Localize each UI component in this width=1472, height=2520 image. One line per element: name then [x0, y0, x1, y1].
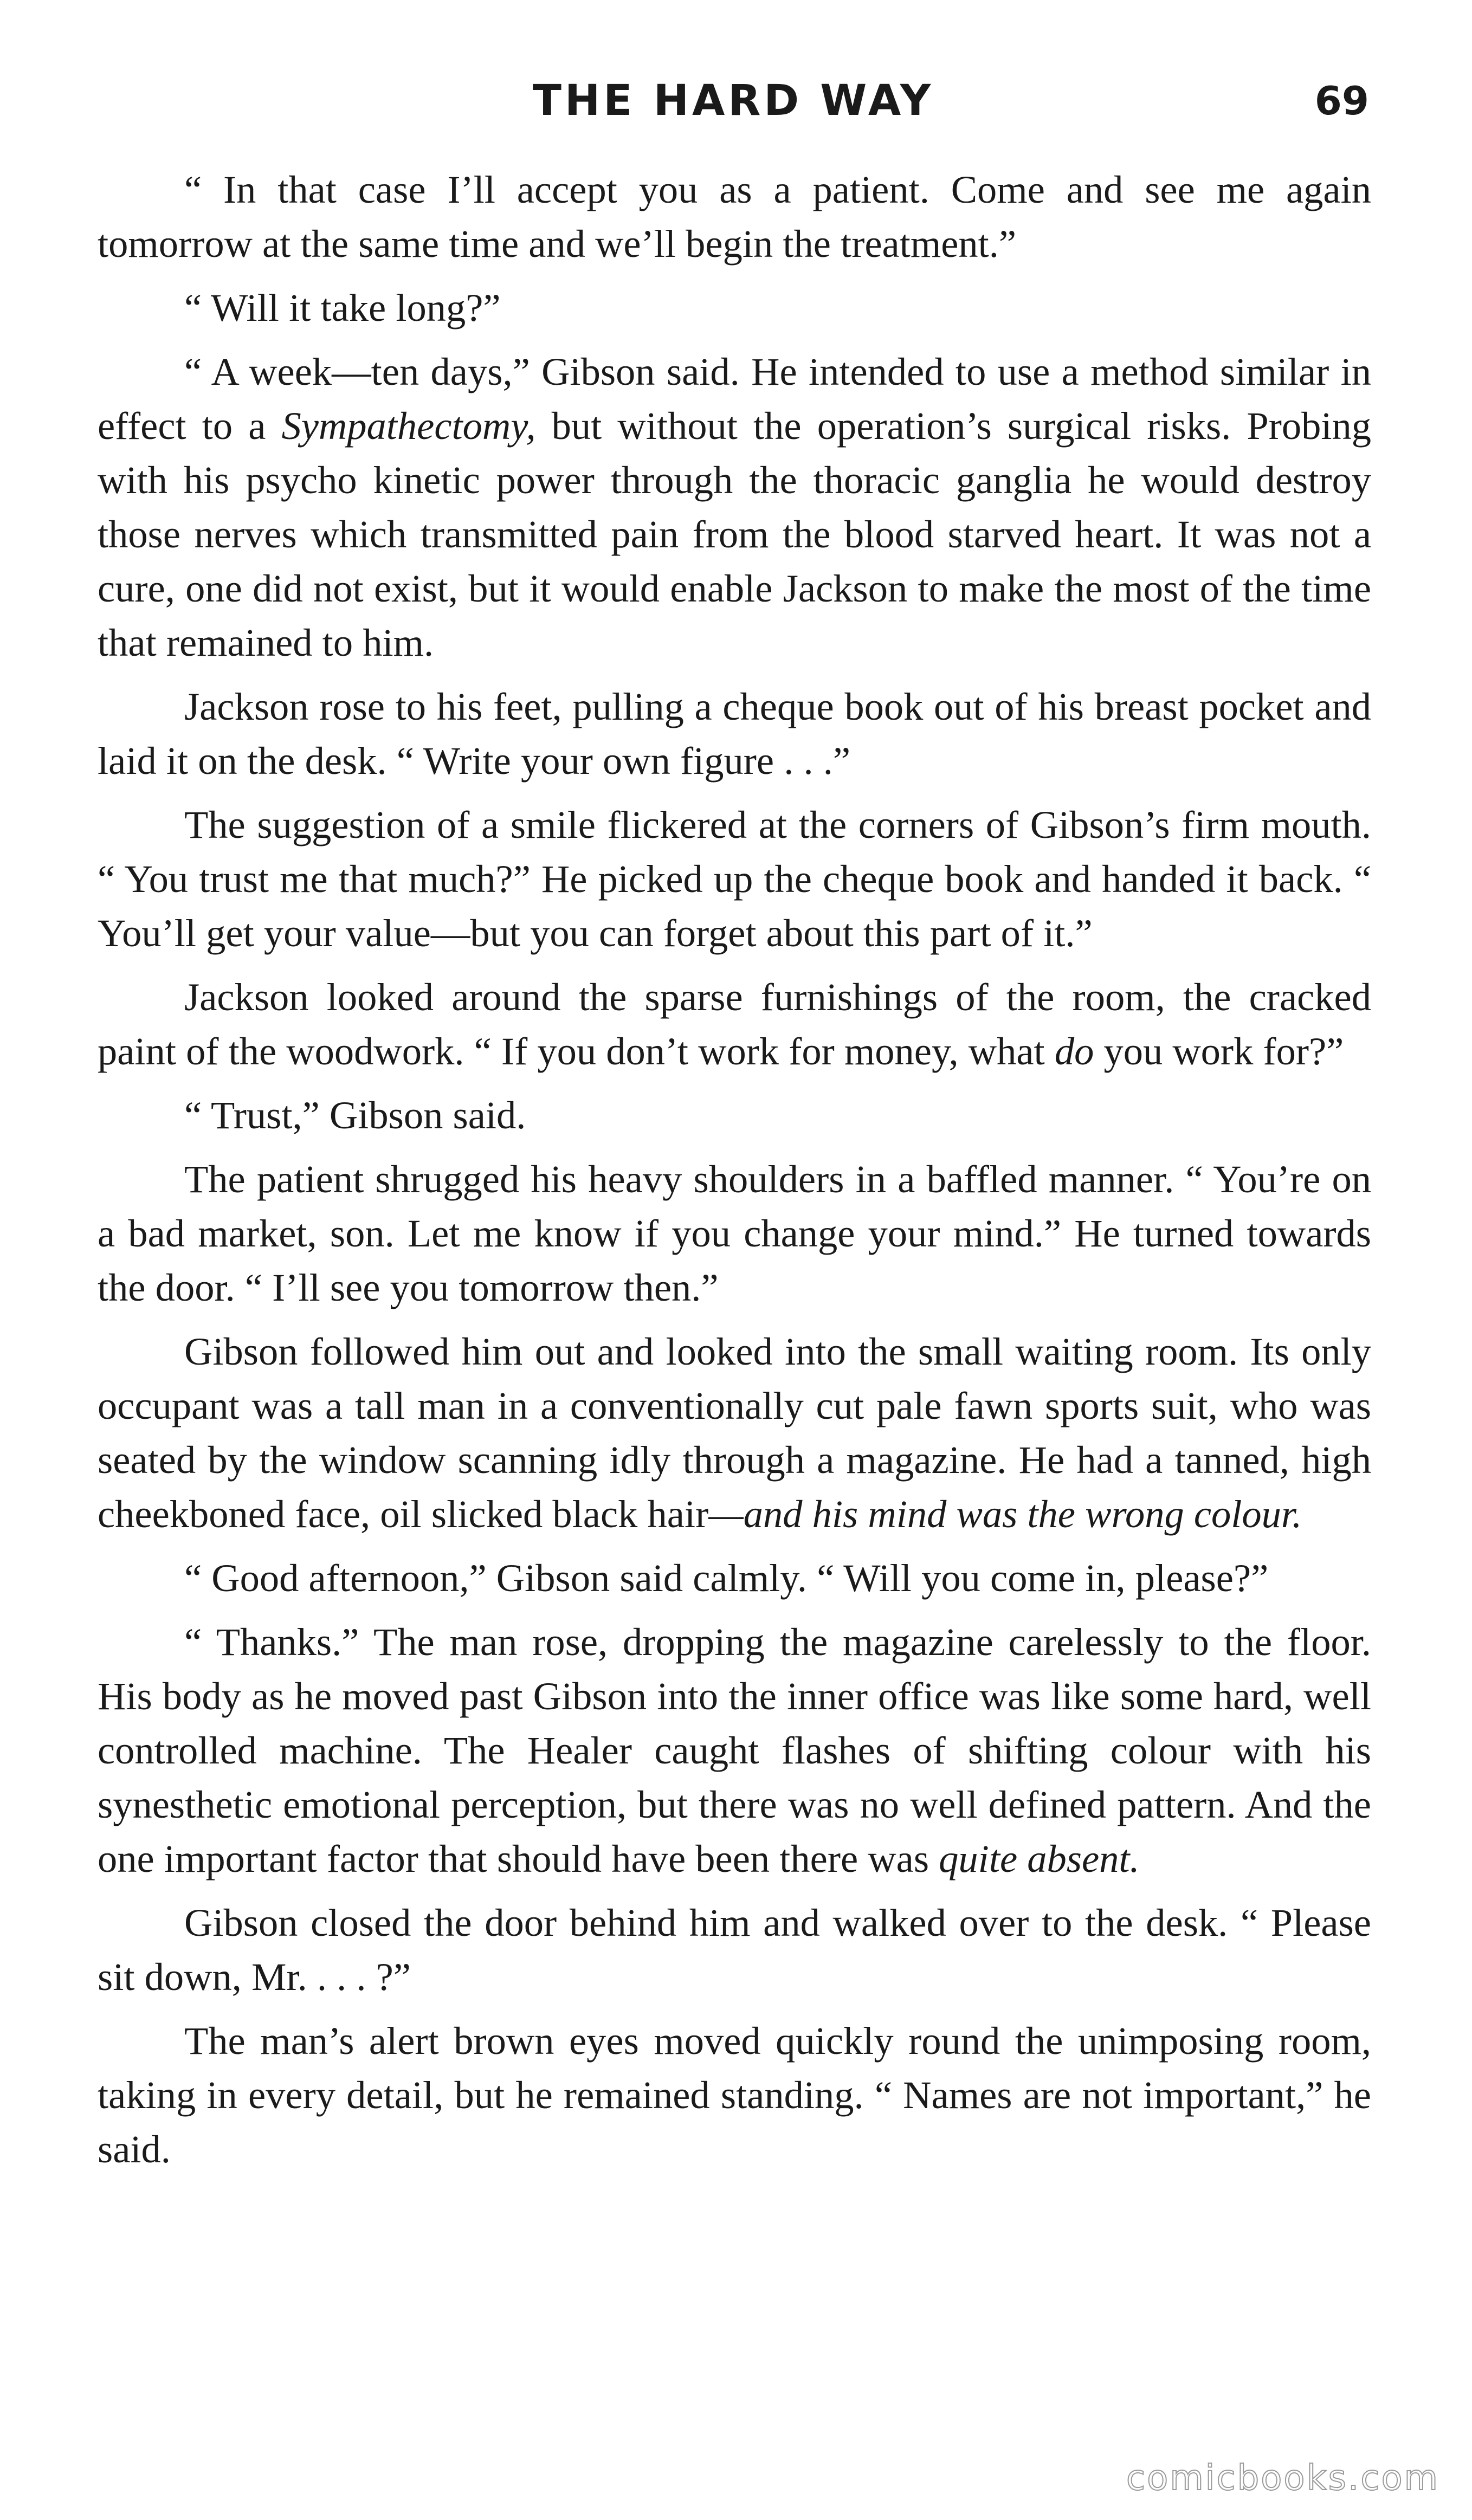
italic-text: Sympathectomy, — [281, 404, 536, 448]
italic-text: quite absent. — [939, 1837, 1140, 1881]
page-header — [98, 68, 1369, 133]
watermark: comicbooks.com — [1126, 2458, 1439, 2498]
italic-text: —and his mind was the wrong colour. — [708, 1492, 1302, 1536]
text-run: “ A week—ten days,” Gibson said. He intended to use a method similar in effect to a — [98, 350, 1371, 448]
paragraph — [98, 1324, 1371, 1541]
paragraph — [98, 680, 1371, 788]
page-number: 69 — [1314, 78, 1369, 124]
italic-text: do — [1054, 1029, 1094, 1073]
text-run: Jackson rose to his feet, pulling a cheque book out of his breast pocket and laid it on the desk. “ Write your own figure . . .” — [98, 684, 1371, 783]
running-title: THE HARD WAY — [532, 76, 934, 125]
paragraph — [98, 345, 1371, 670]
text-run: The man’s alert brown eyes moved quickly round the unimposing room, taking in every detail, but he remained standing. “ Names are not important,” he said. — [98, 2019, 1371, 2171]
paragraph — [98, 1152, 1371, 1315]
text-run: but without the operation’s surgical risks. Probing with his psycho kinetic power through the thoracic ganglia he would destroy those nerves which transmitted pain from the blood starved heart. It was not a cure, one did not exist, but it would enable Jackson to make the most of the time that remained to him. — [98, 404, 1371, 664]
text-run: Gibson closed the door behind him and walked over to the desk. “ Please sit down, Mr. . . . ?” — [98, 1901, 1371, 1999]
paragraph — [98, 970, 1371, 1078]
text-run: “ Thanks.” The man rose, dropping the magazine carelessly to the floor. His body as he moved past Gibson into the inner office was like some hard, well controlled machine. The Healer caught flashes of shifting colour with his synesthetic emotional perception, but there was no well defined pattern. And the one important factor that should have been there was — [98, 1620, 1371, 1881]
paragraph — [98, 1615, 1371, 1886]
paragraph — [98, 163, 1371, 271]
paragraph — [98, 1088, 1371, 1142]
body-text — [98, 163, 1371, 2186]
text-run: “ Trust,” Gibson said. — [184, 1093, 526, 1137]
paragraph — [98, 798, 1371, 960]
text-run: Jackson looked around the sparse furnishings of the room, the cracked paint of the woodwork. “ If you don’t work for money, what — [98, 975, 1371, 1073]
text-run: Gibson followed him out and looked into the small waiting room. Its only occupant was a tall man in a conventionally cut pale fawn sports suit, who was seated by the window scanning idly through a magazine. He had a tanned, high cheekboned face, oil slicked black hair — [98, 1329, 1371, 1536]
paragraph — [98, 2014, 1371, 2176]
text-run: “ In that case I’ll accept you as a patient. Come and see me again tomorrow at the same time and we’ll begin the treatment.” — [98, 167, 1371, 266]
text-run: you work for?” — [1094, 1029, 1344, 1073]
paragraph — [98, 1551, 1371, 1605]
paragraph — [98, 1896, 1371, 2004]
text-run: The patient shrugged his heavy shoulders in a baffled manner. “ You’re on a bad market, son. Let me know if you change your mind.” He turned towards the door. “ I’ll see you tomorrow then.” — [98, 1157, 1371, 1309]
text-run: “ Good afternoon,” Gibson said calmly. “ Will you come in, please?” — [184, 1556, 1269, 1600]
text-run: The suggestion of a smile flickered at the corners of Gibson’s firm mouth. “ You trust me that much?” He picked up the cheque book and handed it back. “ You’ll get your value—but you can forget about this part of it.” — [98, 803, 1371, 955]
paragraph — [98, 281, 1371, 335]
text-run: “ Will it take long?” — [184, 286, 501, 329]
